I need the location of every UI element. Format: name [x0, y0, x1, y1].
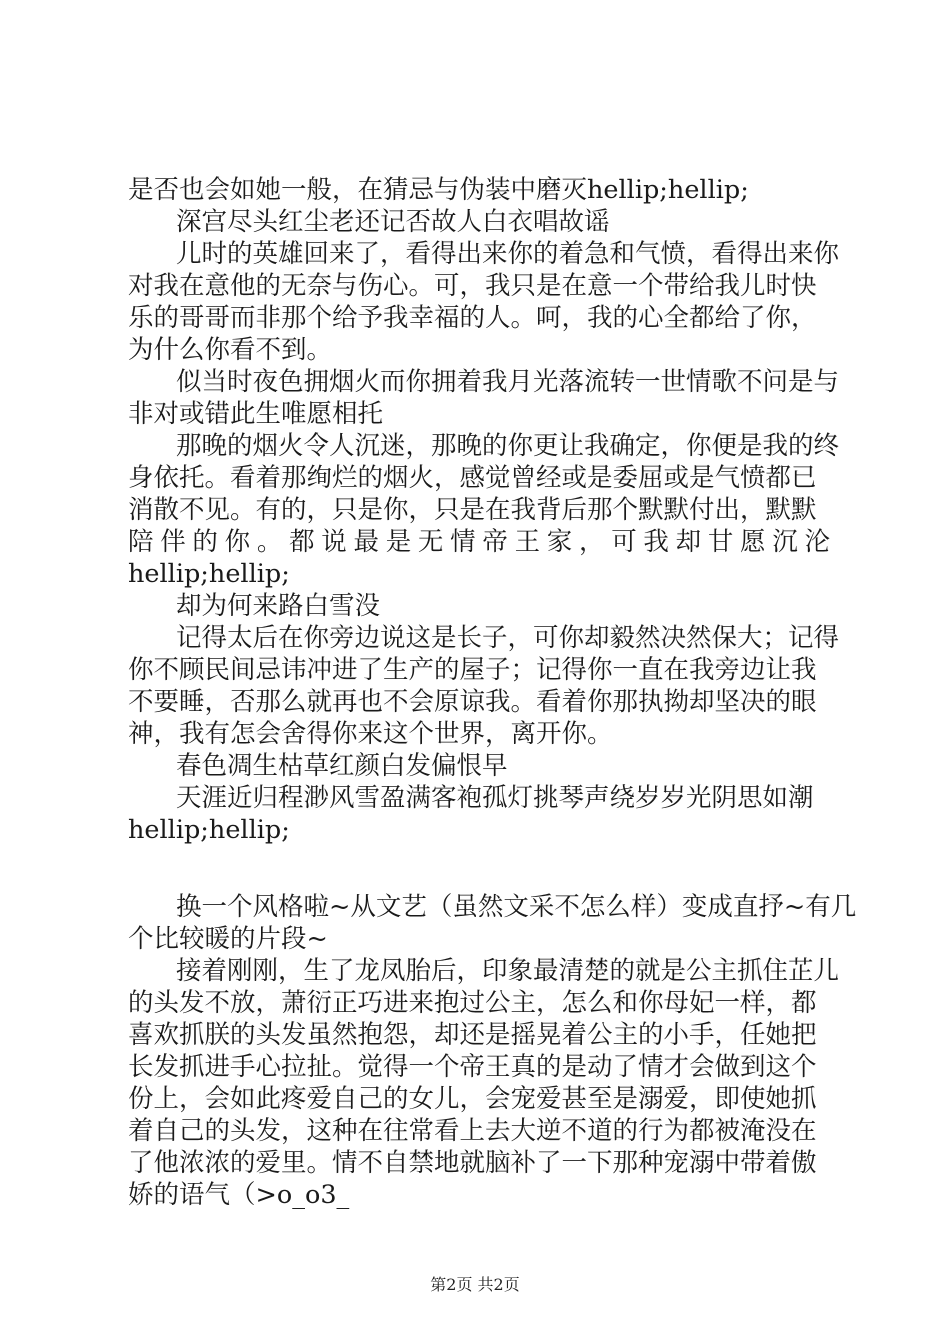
- text-line: 天涯近归程渺风雪盈满客袍孤灯挑琴声绕岁岁光阴思如潮: [176, 783, 814, 813]
- text-line: 深宫尽头红尘老还记否故人白衣唱故谣: [176, 207, 610, 237]
- text-line: 你不顾民间忌讳冲进了生产的屋子；记得你一直在我旁边让我: [128, 655, 817, 685]
- text-line: 份上，会如此疼爱自己的女儿，会宠爱甚至是溺爱，即使她抓: [128, 1084, 817, 1114]
- text-line: 是否也会如她一般，在猜忌与伪装中磨灭hellip;hellip;: [128, 175, 749, 205]
- blank-line: [128, 846, 830, 878]
- text-line: 非对或错此生唯愿相托: [128, 399, 384, 429]
- text-line: 娇的语气（>o_o3_: [128, 1180, 350, 1210]
- text-line: hellip;hellip;: [128, 559, 290, 589]
- text-line: 乐的哥哥而非那个给予我幸福的人。呵，我的心全都给了你，: [128, 303, 817, 333]
- text-line: 却为何来路白雪没: [176, 591, 381, 621]
- text-line: 换一个风格啦~从文艺（虽然文采不怎么样）变成直抒~有几: [176, 892, 857, 922]
- text-line: 长发抓进手心拉扯。觉得一个帝王真的是动了情才会做到这个: [128, 1052, 817, 1082]
- text-line: 个比较暖的片段~: [128, 924, 328, 954]
- text-line: 春色凋生枯草红颜白发偏恨早: [176, 751, 508, 781]
- text-line: 身依托。看着那绚烂的烟火，感觉曾经或是委屈或是气愤都已: [128, 463, 817, 493]
- text-line: 儿时的英雄回来了，看得出来你的着急和气愤，看得出来你: [176, 239, 840, 269]
- text-line: 对我在意他的无奈与伤心。可，我只是在意一个带给我儿时快: [128, 271, 817, 301]
- text-line: 似当时夜色拥烟火而你拥着我月光落流转一世情歌不问是与: [176, 367, 840, 397]
- document-body: [128, 174, 857, 1211]
- text-line: 那晚的烟火令人沉迷，那晚的你更让我确定，你便是我的终: [176, 431, 840, 461]
- text-line: 神，我有怎会舍得你来这个世界，离开你。: [128, 719, 613, 749]
- text-line: 接着刚刚，生了龙凤胎后，印象最清楚的就是公主抓住芷儿: [176, 956, 840, 986]
- text-line: 记得太后在你旁边说这是长子，可你却毅然决然保大；记得: [176, 623, 840, 653]
- page-footer: 第2页 共2页: [430, 1275, 520, 1294]
- text-line: 消散不见。有的，只是你，只是在我背后那个默默付出，默默: [128, 495, 817, 525]
- text-line: hellip;hellip;: [128, 815, 290, 845]
- text-line: 不要睡，否那么就再也不会原谅我。看着你那执拗却坚决的眼: [128, 687, 817, 717]
- text-line: 着自己的头发，这种在往常看上去大逆不道的行为都被淹没在: [128, 1116, 817, 1146]
- text-line: 为什么你看不到。: [128, 335, 333, 365]
- text-line: 了他浓浓的爱里。情不自禁地就脑补了一下那种宠溺中带着傲: [128, 1148, 817, 1178]
- text-line: 喜欢抓朕的头发虽然抱怨，却还是摇晃着公主的小手，任她把: [128, 1020, 817, 1050]
- text-line: 陪伴的你。都说最是无情帝王家，可我却甘愿沉沦: [128, 527, 830, 557]
- text-line: 的头发不放，萧衍正巧进来抱过公主，怎么和你母妃一样，都: [128, 988, 817, 1018]
